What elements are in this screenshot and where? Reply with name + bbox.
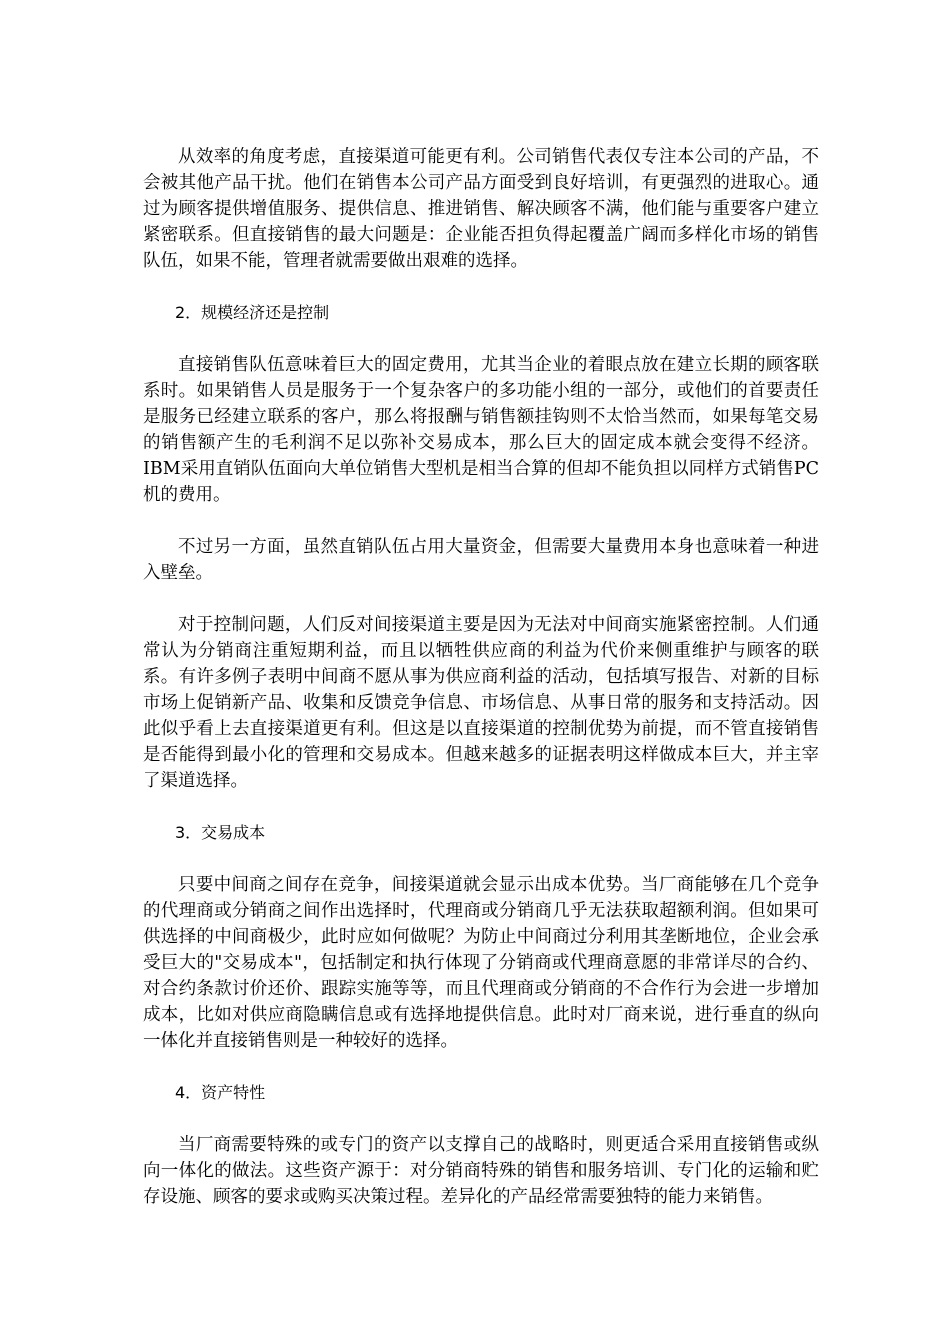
paragraph-asset-specificity: 当厂商需要特殊的或专门的资产以支撑自己的战略时，则更适合采用直接销售或纵向一体化的做法。这些资产源于：对分销商特殊的销售和服务培训、专门化的运输和贮存设施、顾客的要求或购买决策过程。差异化的产品经常需要独特的能力来销售。 <box>143 1135 819 1207</box>
document-body <box>143 144 819 1236</box>
section-heading-asset-specificity: 4．资产特性 <box>175 1083 266 1102</box>
section-heading-scale-control: 2．规模经济还是控制 <box>175 303 330 322</box>
paragraph-control-issue: 对于控制问题，人们反对间接渠道主要是因为无法对中间商实施紧密控制。人们通常认为分销商注重短期利益，而且以牺牲供应商的利益为代价来侧重维护与顾客的联系。有许多例子表明中间商不愿从事为供应商利益的活动，包括填写报告、对新的目标市场上促销新产品、收集和反馈竞争信息、市场信息、从事日常的服务和支持活动。因此似乎看上去直接渠道更有利。但这是以直接渠道的控制优势为前提，而不管直接销售是否能得到最小化的管理和交易成本。但越来越多的证据表明这样做成本巨大，并主宰了渠道选择。 <box>143 615 819 791</box>
paragraph-transaction-cost: 只要中间商之间存在竞争，间接渠道就会显示出成本优势。当厂商能够在几个竞争的代理商或分销商之间作出选择时，代理商或分销商几乎无法获取超额利润。但如果可供选择的中间商极少，此时应如何做呢？为防止中间商过分利用其垄断地位，企业会承受巨大的"交易成本"，包括制定和执行体现了分销商或代理商意愿的非常详尽的合约、对合约条款讨价还价、跟踪实施等等，而且代理商或分销商的不合作行为会进一步增加成本，比如对供应商隐瞒信息或有选择地提供信息。此时对厂商来说，进行垂直的纵向一体化并直接销售则是一种较好的选择。 <box>143 875 819 1051</box>
paragraph-entry-barrier: 不过另一方面，虽然直销队伍占用大量资金，但需要大量费用本身也意味着一种进入壁垒。 <box>143 537 819 583</box>
paragraph-efficiency: 从效率的角度考虑，直接渠道可能更有利。公司销售代表仅专注本公司的产品，不会被其他产品干扰。他们在销售本公司产品方面受到良好培训，有更强烈的进取心。通过为顾客提供增值服务、提供信息、推进销售、解决顾客不满，他们能与重要客户建立紧密联系。但直接销售的最大问题是：企业能否担负得起覆盖广阔而多样化市场的销售队伍，如果不能，管理者就需要做出艰难的选择。 <box>143 147 819 271</box>
section-heading-transaction-cost: 3．交易成本 <box>175 823 266 842</box>
paragraph-fixed-costs: 直接销售队伍意味着巨大的固定费用，尤其当企业的着眼点放在建立长期的顾客联系时。如果销售人员是服务于一个复杂客户的多功能小组的一部分，或他们的首要责任是服务已经建立联系的客户，那么将报酬与销售额挂钩则不太恰当然而，如果每笔交易的销售额产生的毛利润不足以弥补交易成本，那么巨大的固定成本就会变得不经济。IBM采用直销队伍面向大单位销售大型机是相当合算的但却不能负担以同样方式销售PC机的费用。 <box>143 355 819 505</box>
